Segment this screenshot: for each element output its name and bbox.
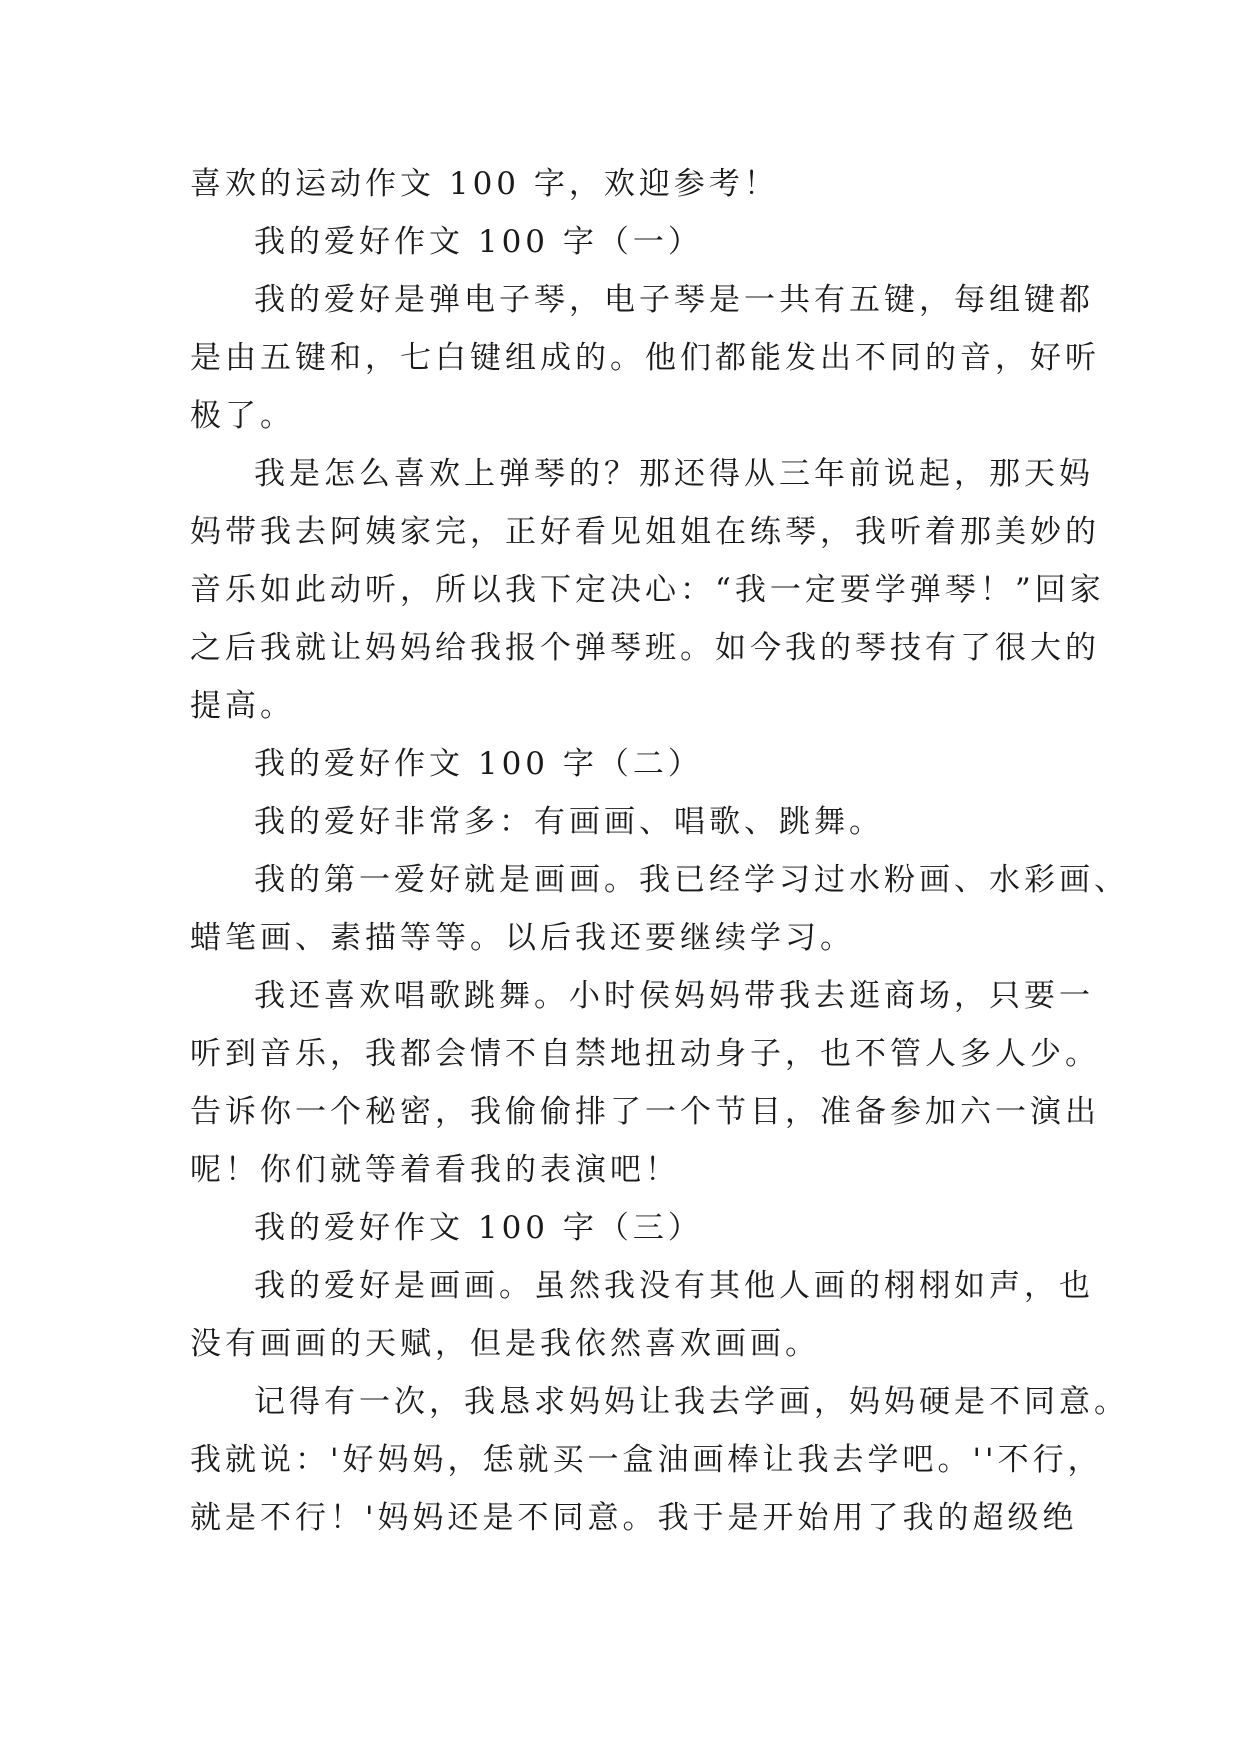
text-line-11: 我的爱好非常多：有画画、唱歌、跳舞。 — [254, 804, 884, 840]
text-line-4: 极了。 — [190, 398, 295, 434]
text-line-7: 音乐如此动听，所以我下定决心：“我一定要学弹琴！”回家 — [190, 572, 1105, 608]
text-line-17: 呢！你们就等着看我的表演吧！ — [190, 1152, 680, 1188]
text-line-21: 记得有一次，我恳求妈妈让我去学画，妈妈硬是不同意。 — [254, 1384, 1129, 1420]
document-body — [190, 155, 1129, 1547]
text-line-13: 蜡笔画、素描等等。以后我还要继续学习。 — [190, 920, 855, 956]
text-line-8: 之后我就让妈妈给我报个弹琴班。如今我的琴技有了很大的 — [190, 630, 1100, 666]
text-line-0: 喜欢的运动作文 100 字，欢迎参考！ — [190, 166, 779, 202]
section-heading-2: 我的爱好作文 100 字（二） — [254, 746, 703, 782]
text-line-23: 就是不行！'妈妈还是不同意。我于是开始用了我的超级绝 — [190, 1500, 1078, 1536]
text-line-9: 提高。 — [190, 688, 295, 724]
text-line-14: 我还喜欢唱歌跳舞。小时侯妈妈带我去逛商场，只要一 — [254, 978, 1094, 1014]
text-line-2: 我的爱好是弹电子琴，电子琴是一共有五键，每组键都 — [254, 282, 1094, 318]
text-line-22: 我就说：'好妈妈，恁就买一盒油画棒让我去学吧。''不行， — [190, 1442, 1103, 1478]
text-line-12: 我的第一爱好就是画画。我已经学习过水粉画、水彩画、 — [254, 862, 1129, 898]
text-line-16: 告诉你一个秘密，我偷偷排了一个节目，准备参加六一演出 — [190, 1094, 1100, 1130]
text-line-20: 没有画画的天赋，但是我依然喜欢画画。 — [190, 1326, 820, 1362]
text-line-6: 妈带我去阿姨家完，正好看见姐姐在练琴，我听着那美妙的 — [190, 514, 1100, 550]
text-line-15: 听到音乐，我都会情不自禁地扭动身子，也不管人多人少。 — [190, 1036, 1100, 1072]
text-line-3: 是由五键和，七白键组成的。他们都能发出不同的音，好听 — [190, 340, 1100, 376]
text-line-19: 我的爱好是画画。虽然我没有其他人画的栩栩如声，也 — [254, 1268, 1094, 1304]
section-heading-1: 我的爱好作文 100 字（一） — [254, 224, 703, 260]
text-line-5: 我是怎么喜欢上弹琴的？那还得从三年前说起，那天妈 — [254, 456, 1094, 492]
section-heading-3: 我的爱好作文 100 字（三） — [254, 1210, 703, 1246]
